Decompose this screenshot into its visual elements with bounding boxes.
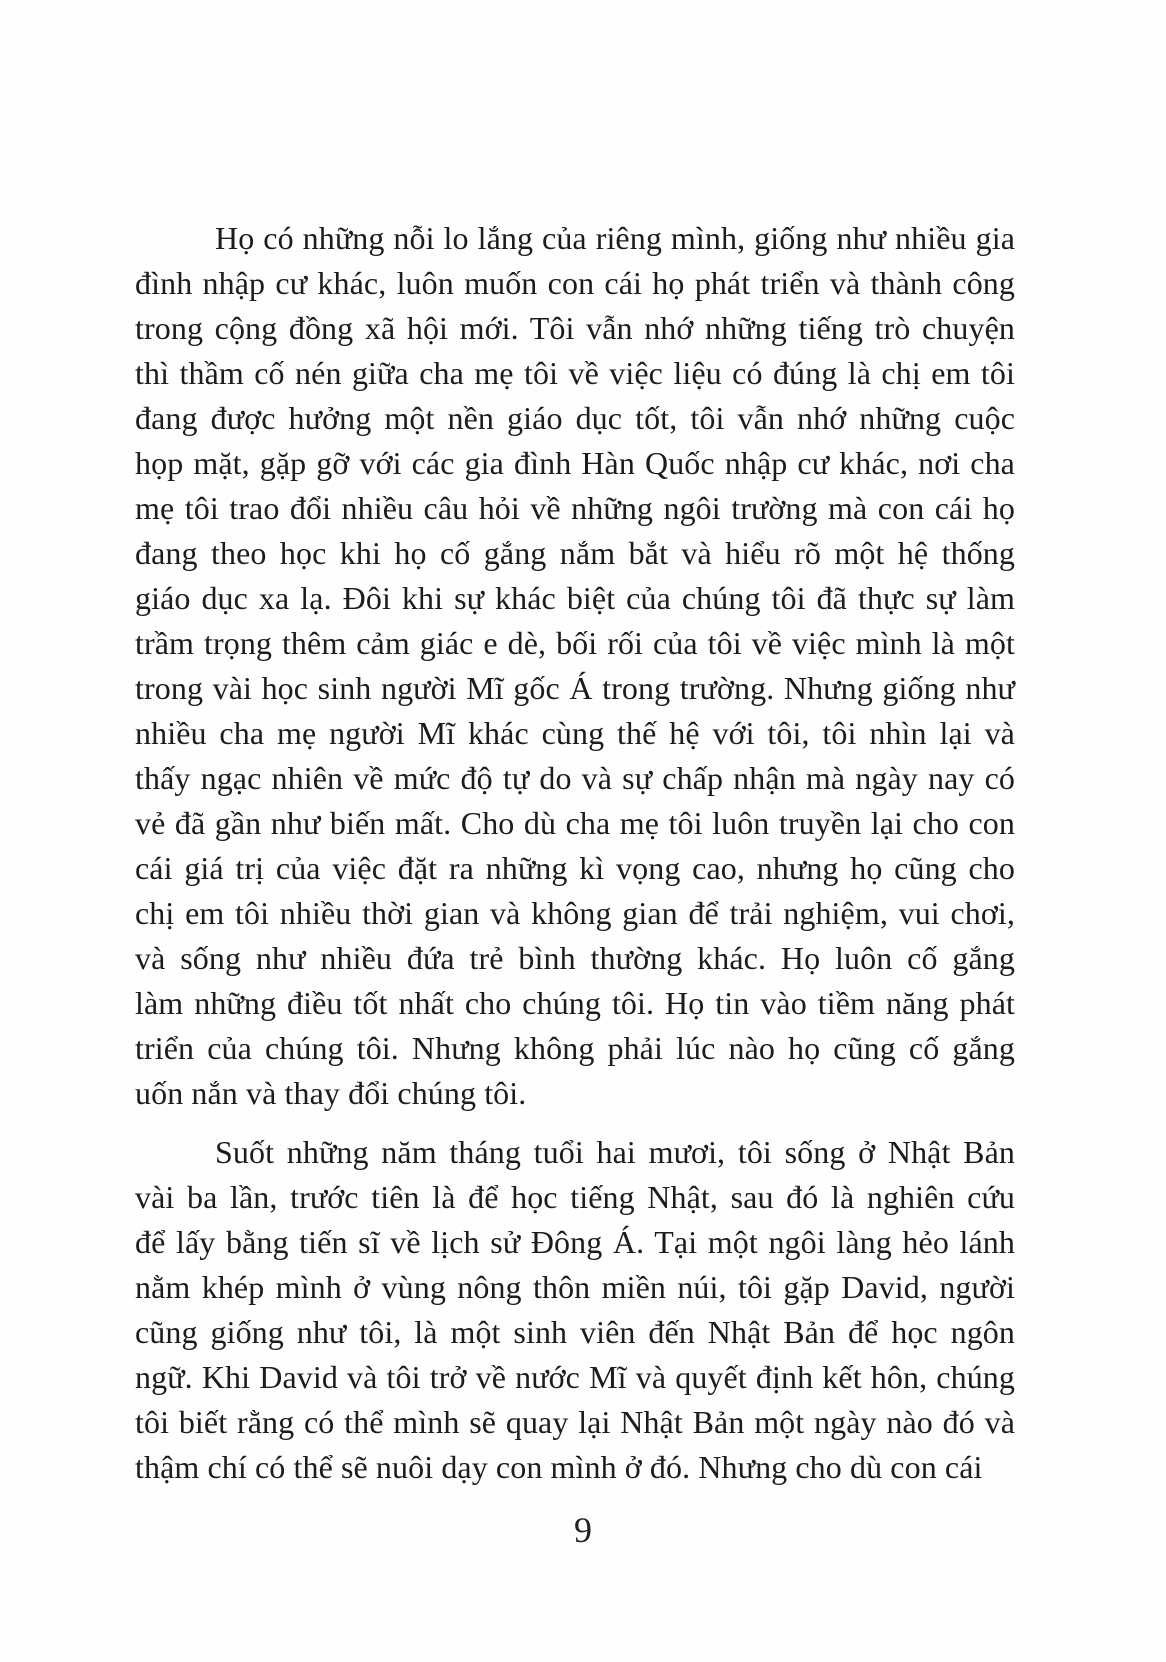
text-line: uốn nắn và thay đổi chúng tôi.: [135, 1075, 527, 1111]
text-line: để lấy bằng tiến sĩ về lịch sử Đông Á. Tại một ngôi làng hẻo lánh: [135, 1224, 1015, 1260]
text-line: tôi biết rằng có thể mình sẽ quay lại Nhật Bản một ngày nào đó và: [135, 1404, 1015, 1440]
paragraph: [135, 216, 1015, 1116]
text-line: triển của chúng tôi. Nhưng không phải lúc nào họ cũng cố gắng: [135, 1030, 1015, 1066]
text-block: [135, 216, 1015, 1504]
text-line: nằm khép mình ở vùng nông thôn miền núi, tôi gặp David, người: [135, 1269, 1015, 1305]
text-line: thậm chí có thể sẽ nuôi dạy con mình ở đó. Nhưng cho dù con cái: [135, 1449, 983, 1485]
text-line: chị em tôi nhiều thời gian và không gian để trải nghiệm, vui chơi,: [135, 895, 1015, 931]
text-line: Họ có những nỗi lo lắng của riêng mình, giống như nhiều gia: [215, 220, 1015, 256]
text-line: ngữ. Khi David và tôi trở về nước Mĩ và quyết định kết hôn, chúng: [135, 1359, 1015, 1395]
text-line: cũng giống như tôi, là một sinh viên đến Nhật Bản để học ngôn: [135, 1314, 1015, 1350]
text-line: vẻ đã gần như biến mất. Cho dù cha mẹ tôi luôn truyền lại cho con: [135, 805, 1015, 841]
text-line: đang theo học khi họ cố gắng nắm bắt và hiểu rõ một hệ thống: [135, 535, 1015, 571]
text-line: vài ba lần, trước tiên là để học tiếng Nhật, sau đó là nghiên cứu: [135, 1179, 1015, 1215]
text-line: đình nhập cư khác, luôn muốn con cái họ phát triển và thành công: [135, 265, 1015, 301]
text-line: họp mặt, gặp gỡ với các gia đình Hàn Quốc nhập cư khác, nơi cha: [135, 445, 1015, 481]
text-line: trầm trọng thêm cảm giác e dè, bối rối của tôi về việc mình là một: [135, 625, 1015, 661]
text-line: trong cộng đồng xã hội mới. Tôi vẫn nhớ những tiếng trò chuyện: [135, 310, 1015, 346]
text-line: và sống như nhiều đứa trẻ bình thường khác. Họ luôn cố gắng: [135, 940, 1015, 976]
text-line: nhiều cha mẹ người Mĩ khác cùng thế hệ với tôi, tôi nhìn lại và: [135, 715, 1015, 751]
paragraph: [135, 1130, 1015, 1490]
text-line: mẹ tôi trao đổi nhiều câu hỏi về những ngôi trường mà con cái họ: [135, 490, 1015, 526]
text-line: Suốt những năm tháng tuổi hai mươi, tôi sống ở Nhật Bản: [215, 1134, 1015, 1170]
text-line: trong vài học sinh người Mĩ gốc Á trong trường. Nhưng giống như: [135, 670, 1015, 706]
text-line: thì thầm cố nén giữa cha mẹ tôi về việc liệu có đúng là chị em tôi: [135, 355, 1015, 391]
text-line: thấy ngạc nhiên về mức độ tự do và sự chấp nhận mà ngày nay có: [135, 760, 1015, 796]
text-line: cái giá trị của việc đặt ra những kì vọng cao, nhưng họ cũng cho: [135, 850, 1015, 886]
text-line: làm những điều tốt nhất cho chúng tôi. Họ tin vào tiềm năng phát: [135, 985, 1015, 1021]
text-line: giáo dục xa lạ. Đôi khi sự khác biệt của chúng tôi đã thực sự làm: [135, 580, 1015, 616]
page-number: 9: [574, 1510, 592, 1550]
text-line: đang được hưởng một nền giáo dục tốt, tôi vẫn nhớ những cuộc: [135, 400, 1015, 436]
